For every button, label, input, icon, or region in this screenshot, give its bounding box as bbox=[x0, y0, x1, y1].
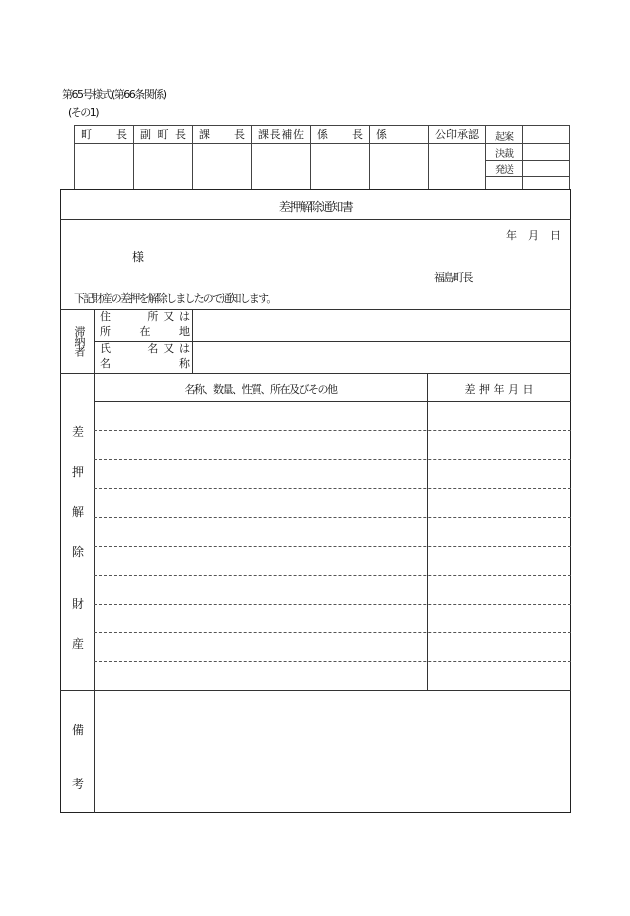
side-value-cell bbox=[523, 160, 570, 177]
stamp-box bbox=[429, 144, 486, 190]
date-column-header: 差 押 年 月 日 bbox=[464, 383, 534, 396]
side-label: 起案 bbox=[495, 131, 513, 143]
property-label-char: 産 bbox=[72, 637, 85, 651]
address-label: 所 在 地 bbox=[100, 325, 190, 338]
entry-line bbox=[94, 546, 571, 547]
approval-label: 係長 bbox=[317, 128, 363, 141]
issuer-name: 福島町長 bbox=[434, 271, 472, 284]
property-label-char: 押 bbox=[72, 465, 85, 479]
property-column-header: 名称、数量、性質、所在及びその他 bbox=[184, 383, 337, 396]
form-title: 差押解除通知書 bbox=[278, 200, 353, 214]
approval-label: 公印承認 bbox=[435, 128, 479, 141]
approval-label: 副町長 bbox=[140, 128, 186, 141]
side-label: 決裁 bbox=[495, 148, 513, 160]
property-label-char: 除 bbox=[72, 545, 85, 559]
name-label: 名 称 bbox=[100, 357, 190, 370]
addressee-suffix: 様 bbox=[132, 250, 145, 264]
approval-label: 町長 bbox=[81, 128, 127, 141]
taxpayer-label: 滞納者 bbox=[73, 326, 86, 356]
approval-cell bbox=[252, 126, 311, 144]
property-label-char: 解 bbox=[72, 505, 85, 519]
side-cell bbox=[486, 126, 523, 144]
approval-grid bbox=[74, 125, 570, 190]
side-cell bbox=[486, 144, 523, 161]
divider bbox=[94, 373, 95, 690]
approval-label: 課長補佐 bbox=[258, 128, 304, 141]
side-label: 発送 bbox=[495, 165, 513, 177]
approval-cell bbox=[193, 126, 252, 144]
approval-cell bbox=[429, 126, 486, 144]
divider bbox=[94, 690, 95, 813]
approval-cell bbox=[134, 126, 193, 144]
side-cell bbox=[486, 177, 523, 190]
entry-line bbox=[94, 517, 571, 518]
entry-line bbox=[94, 661, 571, 662]
entry-line bbox=[94, 488, 571, 489]
entry-line bbox=[94, 459, 571, 460]
entry-line bbox=[94, 575, 571, 576]
stamp-box bbox=[370, 144, 429, 190]
divider bbox=[60, 690, 571, 691]
address-label: 住 所又は bbox=[100, 310, 190, 323]
divider bbox=[60, 373, 571, 374]
approval-cell bbox=[75, 126, 134, 144]
property-label-char: 財 bbox=[72, 597, 85, 611]
side-value-cell bbox=[523, 144, 570, 161]
entry-line bbox=[94, 632, 571, 633]
divider bbox=[427, 373, 428, 690]
form-sub-number: (その1) bbox=[68, 106, 99, 119]
date-line: 年 月 日 bbox=[506, 229, 561, 242]
side-value-cell bbox=[523, 126, 570, 144]
property-label-char: 差 bbox=[72, 425, 85, 439]
divider bbox=[60, 219, 571, 220]
notice-statement: 下記財産の差押を解除しましたので通知します。 bbox=[74, 292, 276, 305]
side-cell bbox=[486, 160, 523, 177]
stamp-box bbox=[75, 144, 134, 190]
entry-line bbox=[94, 604, 571, 605]
remarks-label-char: 備 bbox=[72, 723, 85, 737]
approval-label: 課長 bbox=[199, 128, 245, 141]
stamp-box bbox=[134, 144, 193, 190]
approval-label: 係 bbox=[376, 128, 387, 141]
entry-line bbox=[94, 430, 571, 431]
stamp-box bbox=[311, 144, 370, 190]
notice-form bbox=[60, 189, 571, 813]
divider bbox=[94, 401, 571, 402]
approval-cell bbox=[370, 126, 429, 144]
name-label: 氏 名又は bbox=[100, 342, 190, 355]
stamp-box bbox=[252, 144, 311, 190]
remarks-label-char: 考 bbox=[72, 777, 85, 791]
form-number: 第65号様式(第66条関係) bbox=[62, 88, 166, 101]
stamp-box bbox=[193, 144, 252, 190]
approval-cell bbox=[311, 126, 370, 144]
side-value-cell bbox=[523, 177, 570, 190]
